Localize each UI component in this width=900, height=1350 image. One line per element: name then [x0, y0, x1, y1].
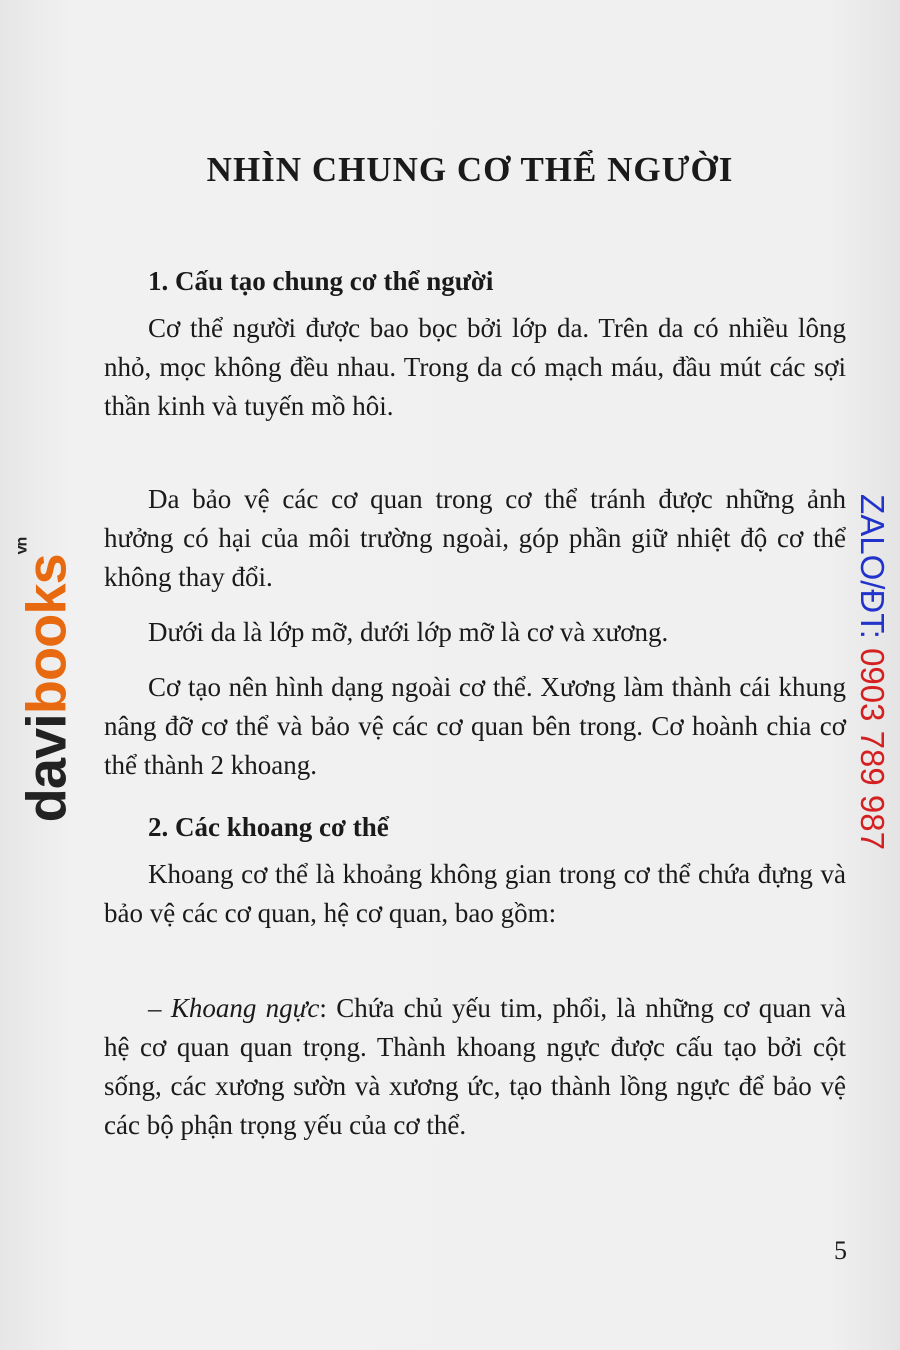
dash: – [148, 993, 171, 1023]
paragraph-1: Cơ thể người được bao bọc bởi lớp da. Trên da có nhiều lông nhỏ, mọc không đều nhau. Trong da có mạch máu, đầu mút các sợi thần kinh và tuyến mồ hôi. [104, 313, 846, 421]
contact-watermark: ZALO/ĐT: 0903 789 987 [854, 494, 891, 850]
paragraph-6 [104, 989, 846, 1145]
page-number: 5 [834, 1236, 847, 1265]
section-heading-2: 2. Các khoang cơ thể [148, 812, 389, 842]
term-khoang-nguc: Khoang ngực [170, 993, 320, 1023]
paragraph-4: Cơ tạo nên hình dạng ngoài cơ thể. Xương làm thành cái khung nâng đỡ cơ thể và bảo vệ các cơ quan bên trong. Cơ hoành chia cơ thể thành 2 khoang. [104, 672, 846, 780]
page-title: NHÌN CHUNG CƠ THỂ NGƯỜI [206, 150, 734, 189]
brand-watermark: davibooks$^{vn}$ [13, 537, 78, 823]
paragraph-5: Khoang cơ thể là khoảng không gian trong cơ thể chứa đựng và bảo vệ các cơ quan, hệ cơ quan, bao gồm: [104, 859, 846, 928]
paragraph-2: Da bảo vệ các cơ quan trong cơ thể tránh được những ảnh hưởng có hại của môi trường ngoài, góp phần giữ nhiệt độ cơ thể không thay đổi. [104, 484, 846, 592]
paragraph-3: Dưới da là lớp mỡ, dưới lớp mỡ là cơ và xương. [148, 617, 669, 647]
section-heading-1: 1. Cấu tạo chung cơ thể người [148, 266, 494, 296]
paragraph-6-text: : Chứa chủ yếu tim, phổi, là những cơ quan và hệ cơ quan quan trọng. Thành khoang ngực được cấu tạo bởi cột sống, các xương sườn và xương ức, tạo thành lồng ngực để bảo vệ các bộ phận trọng yếu của cơ thể. [104, 993, 847, 1140]
